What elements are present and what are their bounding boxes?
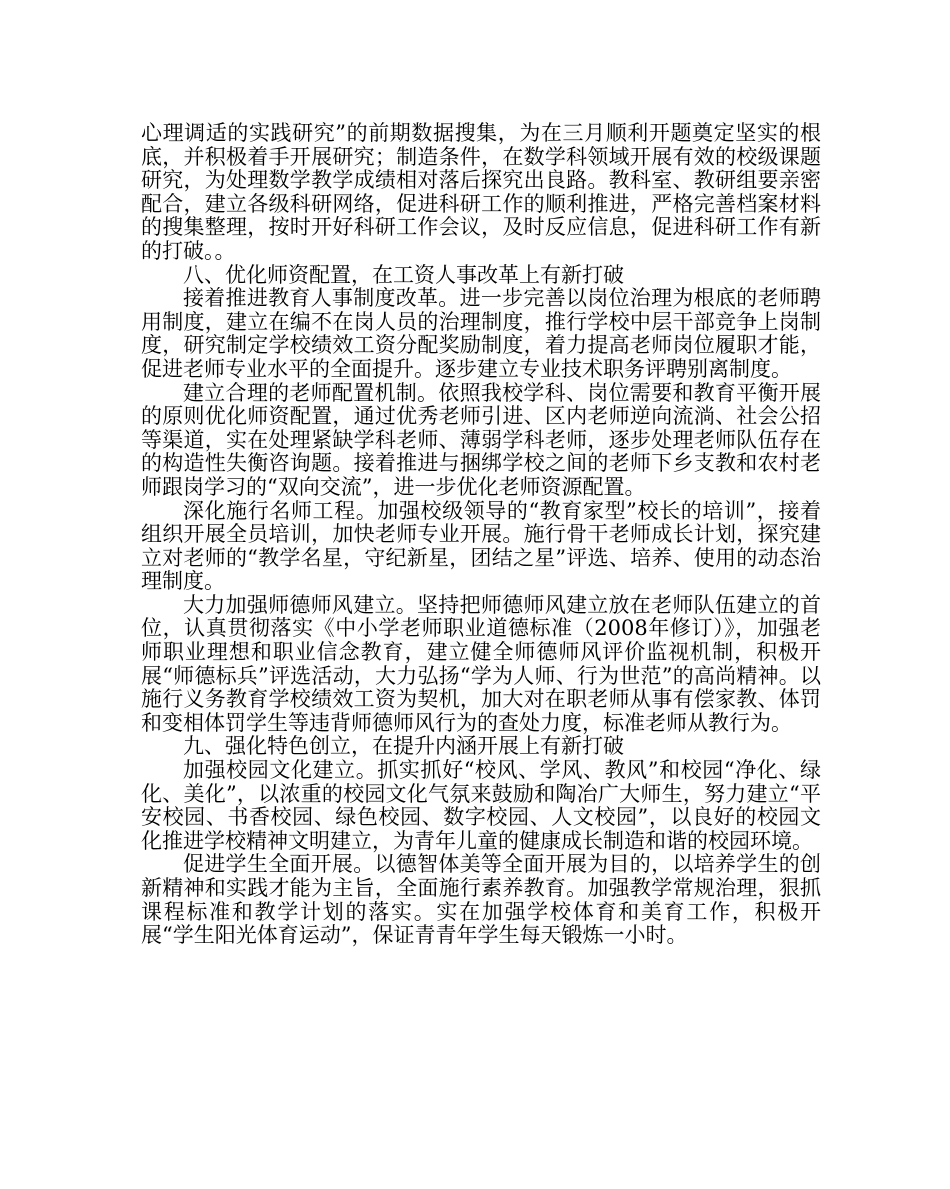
body-paragraph-teacher-ethics: 大力加强师德师风建立。坚持把师德师风建立放在老师队伍建立的首位，认真贯彻落实《中小学老师职业道德标准（2008年修订）》，加强老师职业理想和职业信念教育，建立健全师德师风评价监视机制，积极开展“师德标兵”评选活动，大力弘扬“学为人师、行为世范”的高尚精神。以施行义务教育学校绩效工资为契机，加大对在职老师从事有偿家教、体罚和变相体罚学生等违背师德师风行为的查处力度，标准老师从教行为。 bbox=[141, 592, 821, 735]
body-paragraph-teacher-allocation: 建立合理的老师配置机制。依照我校学科、岗位需要和教育平衡开展的原则优化师资配置，通过优秀老师引进、区内老师逆向流淌、社会公招等渠道，实在处理紧缺学科老师、薄弱学科老师，逐步处理老师队伍存在的构造性失衡咨询题。接着推进与捆绑学校之间的老师下乡支教和农村老师跟岗学习的“双向交流”，进一步优化老师资源配置。 bbox=[141, 380, 821, 499]
body-paragraph-research: 心理调适的实践研究”的前期数据搜集，为在三月顺利开题奠定坚实的根底，并积极着手开展研究；制造条件，在数学科领域开展有效的校级课题研究，为处理数学教学成绩相对落后探究出良路。教科室、教研组要亲密配合，建立各级科研网络，促进科研工作的顺利推进，严格完善档案材料的搜集整理，按时开好科研工作会议，及时反应信息，促进科研工作有新的打破。。 bbox=[141, 121, 821, 263]
body-paragraph-campus-culture: 加强校园文化建立。抓实抓好“校风、学风、教风”和校园“净化、绿化、美化”，以浓重的校园文化气氛来鼓励和陶冶广大师生，努力建立“平安校园、书香校园、绿色校园、数字校园、人文校园”，以良好的校园文化推进学校精神文明建立，为青年儿童的健康成长制造和谐的校园环境。 bbox=[141, 758, 821, 853]
body-paragraph-personnel-reform: 接着推进教育人事制度改革。进一步完善以岗位治理为根底的老师聘用制度，建立在编不在岗人员的治理制度，推行学校中层干部竞争上岗制度，研究制定学校绩效工资分配奖励制度，着力提高老师岗位履职才能，促进老师专业水平的全面提升。逐步建立专业技术职务评聘别离制度。 bbox=[141, 286, 821, 381]
section-heading-9: 九、强化特色创立，在提升内涵开展上有新打破 bbox=[183, 734, 624, 759]
document-page bbox=[141, 122, 821, 948]
body-paragraph-student-development: 促进学生全面开展。以德智体美等全面开展为目的，以培养学生的创新精神和实践才能为主旨，全面施行素养教育。加强教学常规治理，狠抓课程标准和教学计划的落实。实在加强学校体育和美育工作，积极开展“学生阳光体育运动”，保证青青年学生每天锻炼一小时。 bbox=[141, 852, 821, 948]
body-paragraph-famous-teacher: 深化施行名师工程。加强校级领导的“教育家型”校长的培训”，接着组织开展全员培训，加快老师专业开展。施行骨干老师成长计划，探究建立对老师的“教学名星，守纪新星，团结之星”评选、培养、使用的动态治理制度。 bbox=[141, 498, 821, 594]
section-heading-8: 八、优化师资配置，在工资人事改革上有新打破 bbox=[183, 262, 624, 287]
